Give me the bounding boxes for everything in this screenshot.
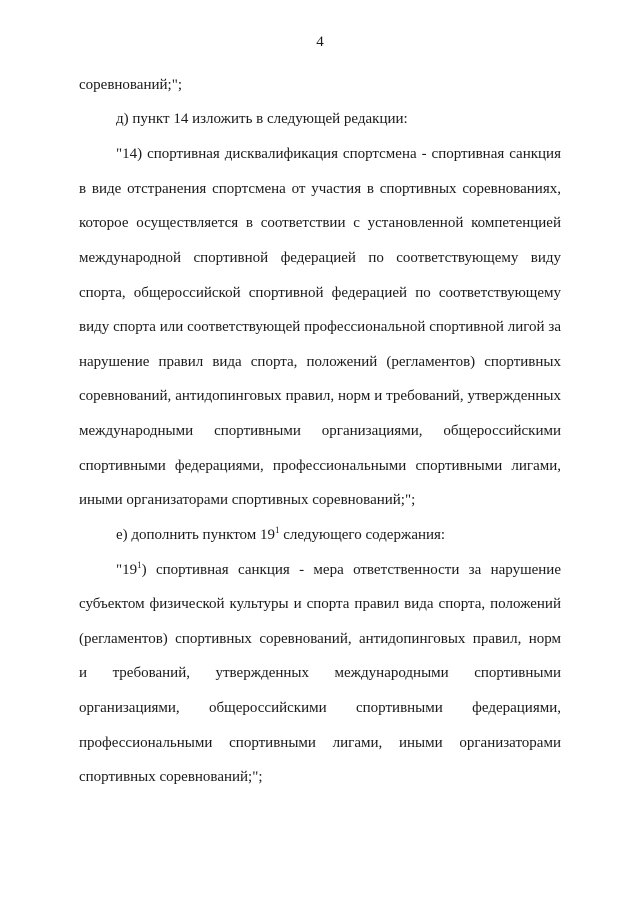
text-line: (регламентов) спортивных соревнований, антидопинговых правил, норм [79,631,561,647]
text-line: организациями, общероссийскими спортивными федерациями, [79,700,561,716]
text-fragment: ) спортивная санкция - мера ответственности за нарушение [141,562,561,578]
text-line: международной спортивной федерацией по соответствующему виду [79,250,561,266]
text-line-definition-19-1 [116,561,561,579]
text-line: соревнований, антидопинговых правил, норм и требований, утвержденных [79,388,561,404]
text-line: профессиональными спортивными лигами, иными организаторами [79,735,561,751]
text-line: нарушение правил вида спорта, положений (регламентов) спортивных [79,354,561,370]
text-fragment: е) дополнить пунктом 19 [116,527,276,543]
text-line: иными организаторами спортивных соревнований;"; [79,492,416,508]
text-line: "14) спортивная дисквалификация спортсмена - спортивная санкция [116,146,561,162]
text-line: спортивными федерациями, профессиональными спортивными лигами, [79,458,561,474]
text-fragment: следующего содержания: [283,527,446,543]
superscript: 1 [137,560,142,570]
text-line: международными спортивными организациями, общероссийскими [79,423,561,439]
text-line: в виде отстранения спортсмена от участия в спортивных соревнованиях, [79,181,561,197]
text-line: спорта, общероссийской спортивной федерацией по соответствующему [79,285,561,301]
page-number: 4 [316,34,324,50]
superscript: 1 [275,525,280,535]
text-line: субъектом физической культуры и спорта правил вида спорта, положений [79,596,561,612]
text-line: виду спорта или соответствующей профессиональной спортивной лигой за [79,319,561,335]
text-fragment: "19 [116,562,138,578]
text-line: д) пункт 14 изложить в следующей редакции: [116,111,408,127]
text-line: и требований, утвержденных международными спортивными [79,665,561,681]
text-line: соревнований;"; [79,77,183,93]
text-line-amendment-e [116,526,561,544]
text-line: спортивных соревнований;"; [79,769,263,785]
text-line: которое осуществляется в соответствии с установленной компетенцией [79,215,561,231]
